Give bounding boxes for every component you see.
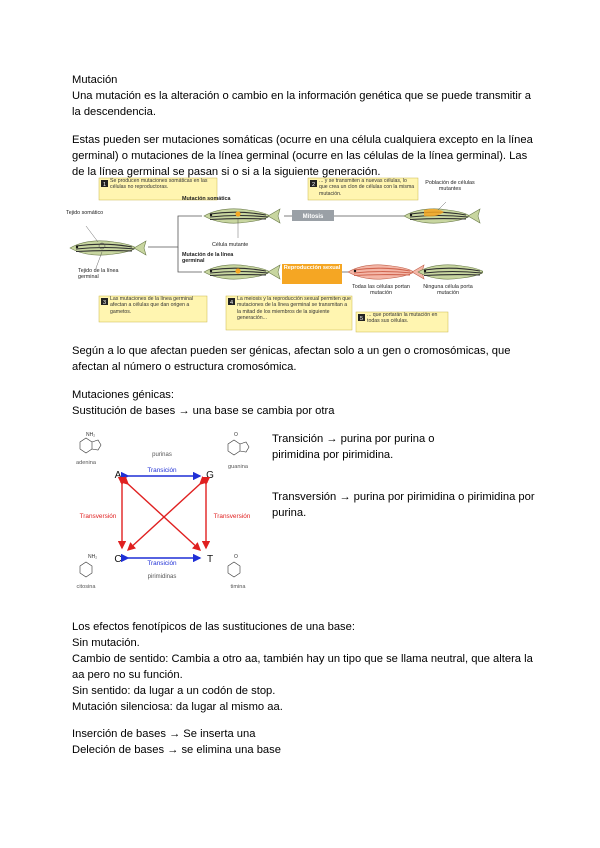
guanine-structure-icon bbox=[228, 440, 249, 455]
somatic-mutation-label: Mutación somática bbox=[182, 196, 231, 202]
parent-fish bbox=[70, 241, 146, 255]
svg-text:NH₂: NH₂ bbox=[86, 432, 96, 438]
effect-item: Mutación silenciosa: da lugar al mismo aa. bbox=[72, 701, 283, 713]
effects-title: Los efectos fenotípicos de las sustituciones de una base: bbox=[72, 621, 355, 633]
transversion-left-label: Transversión bbox=[79, 513, 117, 520]
base-g-letter: G bbox=[206, 470, 214, 481]
adenine-structure-icon bbox=[80, 438, 101, 453]
genic-intro-paragraph: Según a lo que afectan pueden ser génicas, afectan solo a un gen o cromosómicas, que afectan al número o estructura cromosómica. bbox=[72, 345, 511, 373]
base-a-letter: A bbox=[114, 470, 122, 481]
effect-item: Sin mutación. bbox=[72, 637, 140, 649]
page-title: Mutación bbox=[72, 74, 118, 86]
thymine-structure-icon bbox=[228, 562, 240, 577]
types-paragraph: Estas pueden ser mutaciones somáticas (ocurre en una célula cualquiera excepto en la línea germinal) o mutaciones de la línea germinal (ocurre en las células de la línea germinal). Las de la línea germinal se pasan si o si a la siguiente generación. bbox=[72, 134, 533, 178]
mitosis-label: Mitosis bbox=[302, 214, 324, 220]
svg-text:3: 3 bbox=[102, 300, 107, 306]
purines-label: purinas bbox=[152, 452, 172, 458]
cytosine-structure-icon bbox=[80, 562, 92, 577]
box-4-text: La meiosis y la reproducción sexual permiten que mutaciones de la línea germinal se transmitan a la mitad de los miembros de la siguiente generación... bbox=[237, 296, 351, 322]
transition-top-label: Transición bbox=[147, 467, 177, 474]
genic-title: Mutaciones génicas: bbox=[72, 389, 174, 401]
svg-text:O: O bbox=[234, 432, 238, 438]
transition-text: Transición → purina por purina o pirimidina por pirimidina. bbox=[272, 433, 435, 461]
box-1-text: Se producen mutaciones somáticas en las células no reproductoras. bbox=[110, 178, 208, 191]
all-cells-label: Todas las células portan mutación bbox=[352, 284, 410, 297]
svg-text:2: 2 bbox=[311, 182, 316, 188]
pyrimidines-label: pirimidinas bbox=[147, 574, 177, 580]
somatic-germline-figure bbox=[66, 176, 483, 340]
no-cell-label: Ninguna célula porta mutación bbox=[423, 284, 473, 297]
transversion-right-label: Transversión bbox=[213, 513, 251, 520]
svg-text:NH₂: NH₂ bbox=[88, 554, 98, 560]
transversion-text: Transversión → purina por pirimidina o pirimidina por purina. bbox=[272, 491, 535, 519]
adenine-label: adenina bbox=[76, 460, 96, 466]
mutant-cell-label: Célula mutante bbox=[212, 242, 249, 248]
normal-offspring-fish bbox=[418, 265, 483, 279]
box-3-text: Las mutaciones de la línea germinal afectan a células que dan origen a gametos. bbox=[110, 296, 194, 315]
germline-fish bbox=[204, 265, 280, 279]
insertion-line: Inserción de bases → Se inserta una bbox=[72, 728, 256, 740]
sexual-reproduction-label: Reproducción sexual bbox=[283, 265, 341, 271]
guanine-label: guanina bbox=[228, 464, 248, 470]
germline-tissue-label: Tejido de la línea germinal bbox=[78, 268, 119, 281]
somatic-fish bbox=[204, 209, 280, 223]
population-label: Población de células mutantes bbox=[425, 180, 475, 193]
base-c-letter: C bbox=[114, 554, 122, 565]
effect-item: Cambio de sentido: Cambia a otro aa, también hay un tipo que se llama neutral, que altera la aa pero no su función. bbox=[72, 653, 533, 681]
germline-mutation-label: Mutación de la línea germinal bbox=[182, 252, 234, 265]
mutated-offspring-fish bbox=[348, 265, 424, 279]
svg-text:4: 4 bbox=[229, 300, 234, 306]
cytosine-label: citosina bbox=[76, 584, 96, 590]
base-substitution-diagram bbox=[66, 424, 268, 600]
transition-bottom-label: Transición bbox=[147, 560, 177, 567]
deletion-line: Deleción de bases → se elimina una base bbox=[72, 744, 281, 756]
thymine-label: timina bbox=[230, 584, 246, 590]
effect-item: Sin sentido: da lugar a un codón de stop. bbox=[72, 685, 276, 697]
box-2-text: ... y se transmiten a nuevas células, lo que crea un clon de células con la misma mutación. bbox=[319, 178, 415, 197]
svg-text:5: 5 bbox=[359, 316, 364, 322]
box-5-text: ... que portarán la mutación en todas sus células. bbox=[367, 312, 438, 325]
svg-text:O: O bbox=[234, 554, 238, 560]
somatic-tissue-label: Tejido somático bbox=[66, 210, 104, 216]
svg-text:1: 1 bbox=[102, 182, 107, 188]
intro-paragraph: Una mutación es la alteración o cambio en la información genética que se puede transmitir a la descendencia. bbox=[72, 90, 531, 118]
substitution-line: Sustitución de bases → una base se cambia por otra bbox=[72, 405, 335, 417]
base-t-letter: T bbox=[206, 554, 214, 565]
